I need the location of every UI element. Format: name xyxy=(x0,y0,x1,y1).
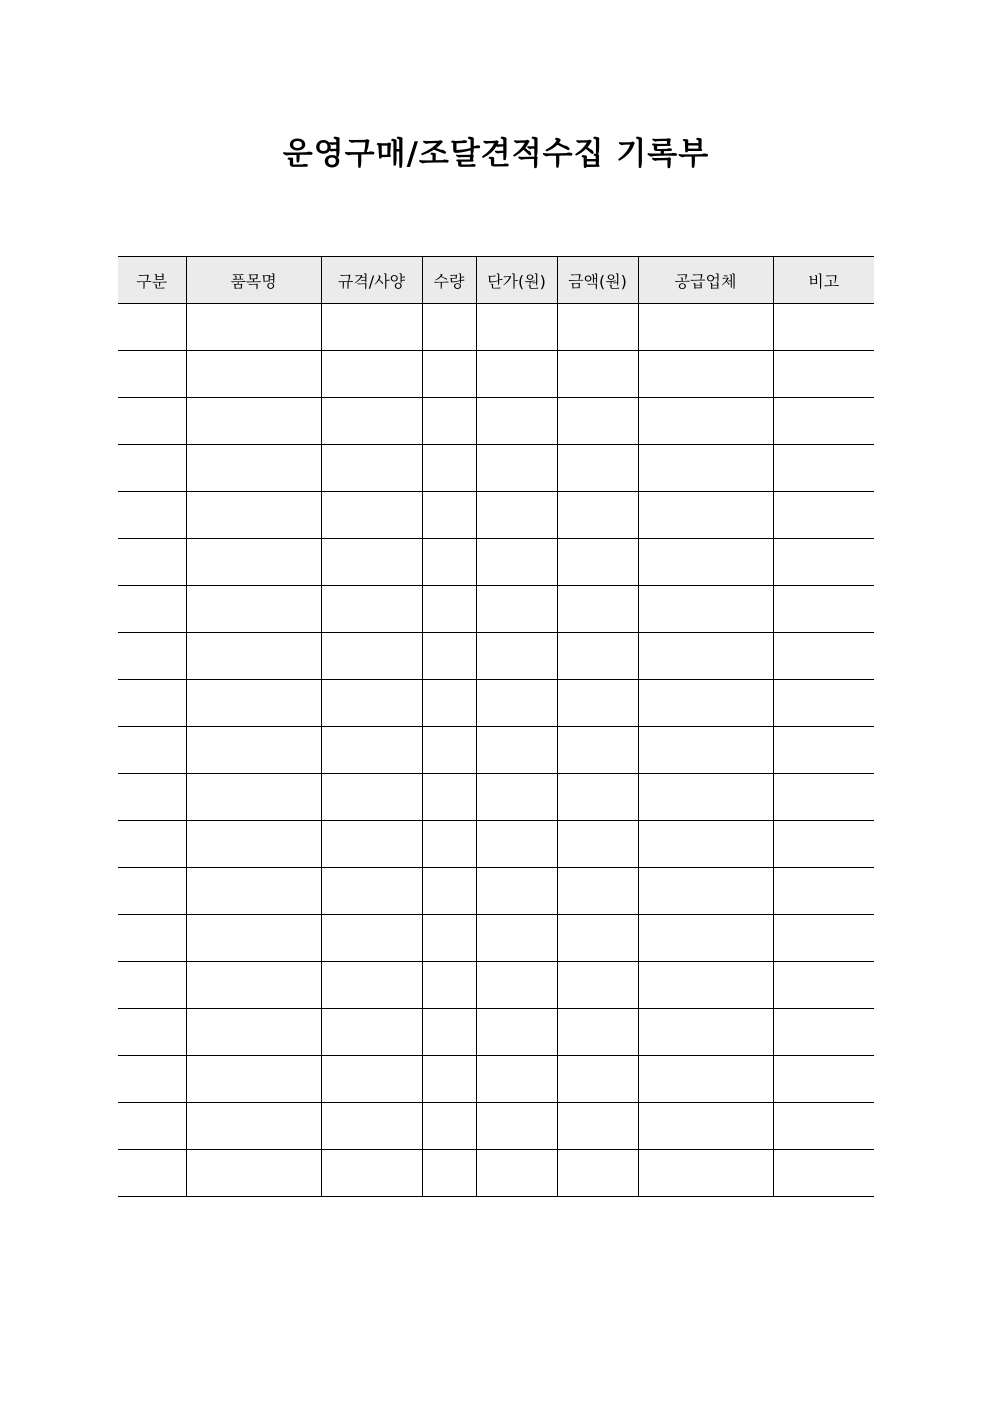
table-cell[interactable] xyxy=(422,727,476,774)
table-cell[interactable] xyxy=(638,680,773,727)
table-cell[interactable] xyxy=(476,774,557,821)
table-cell[interactable] xyxy=(557,304,638,351)
table-row xyxy=(118,774,874,821)
table-cell[interactable] xyxy=(557,539,638,586)
table-cell[interactable] xyxy=(118,304,186,351)
table-cell[interactable] xyxy=(186,351,321,398)
table-row xyxy=(118,868,874,915)
table-header-row xyxy=(118,257,874,304)
table-cell[interactable] xyxy=(422,586,476,633)
table-cell[interactable] xyxy=(638,492,773,539)
table-cell[interactable] xyxy=(118,962,186,1009)
table-cell[interactable] xyxy=(773,680,874,727)
table-row xyxy=(118,586,874,633)
table-cell[interactable] xyxy=(557,680,638,727)
table-cell[interactable] xyxy=(557,586,638,633)
table-cell[interactable] xyxy=(638,633,773,680)
table-cell[interactable] xyxy=(773,821,874,868)
table-cell[interactable] xyxy=(321,774,422,821)
table-cell[interactable] xyxy=(422,962,476,1009)
table-cell[interactable] xyxy=(422,1009,476,1056)
table-cell[interactable] xyxy=(476,868,557,915)
table-cell[interactable] xyxy=(557,492,638,539)
table-cell[interactable] xyxy=(773,1056,874,1103)
table-cell[interactable] xyxy=(476,586,557,633)
table-cell[interactable] xyxy=(118,821,186,868)
table-cell[interactable] xyxy=(321,586,422,633)
table-cell[interactable] xyxy=(773,586,874,633)
table-cell[interactable] xyxy=(321,1150,422,1197)
table-cell[interactable] xyxy=(638,1103,773,1150)
table-cell[interactable] xyxy=(557,868,638,915)
table-cell[interactable] xyxy=(186,445,321,492)
table-cell[interactable] xyxy=(773,304,874,351)
table-cell[interactable] xyxy=(557,727,638,774)
table-cell[interactable] xyxy=(321,398,422,445)
table-row xyxy=(118,633,874,680)
table-cell[interactable] xyxy=(638,774,773,821)
table-cell[interactable] xyxy=(321,1056,422,1103)
table-cell[interactable] xyxy=(186,680,321,727)
table-body xyxy=(118,304,874,1197)
table-cell[interactable] xyxy=(638,351,773,398)
table-cell[interactable] xyxy=(186,774,321,821)
table-cell[interactable] xyxy=(118,633,186,680)
table-cell[interactable] xyxy=(557,774,638,821)
table-cell[interactable] xyxy=(118,539,186,586)
table-cell[interactable] xyxy=(476,1103,557,1150)
table-cell[interactable] xyxy=(773,727,874,774)
table-cell[interactable] xyxy=(321,539,422,586)
table-cell[interactable] xyxy=(118,1056,186,1103)
table-cell[interactable] xyxy=(773,539,874,586)
table-row xyxy=(118,539,874,586)
table-cell[interactable] xyxy=(638,962,773,1009)
table-cell[interactable] xyxy=(186,633,321,680)
table-cell[interactable] xyxy=(321,445,422,492)
table-cell[interactable] xyxy=(186,398,321,445)
table-cell[interactable] xyxy=(186,492,321,539)
table-cell[interactable] xyxy=(118,1009,186,1056)
table-cell[interactable] xyxy=(422,1150,476,1197)
table-cell[interactable] xyxy=(186,1009,321,1056)
table-cell[interactable] xyxy=(638,304,773,351)
table-row xyxy=(118,1056,874,1103)
table-cell[interactable] xyxy=(422,1056,476,1103)
table-cell[interactable] xyxy=(186,304,321,351)
table-cell[interactable] xyxy=(476,633,557,680)
table-cell[interactable] xyxy=(638,821,773,868)
table-cell[interactable] xyxy=(476,1150,557,1197)
table-cell[interactable] xyxy=(638,398,773,445)
table-cell[interactable] xyxy=(476,915,557,962)
table-row xyxy=(118,1150,874,1197)
table-row xyxy=(118,492,874,539)
table-cell[interactable] xyxy=(118,1150,186,1197)
table-cell[interactable] xyxy=(186,539,321,586)
table-cell[interactable] xyxy=(321,1009,422,1056)
table-cell[interactable] xyxy=(773,1009,874,1056)
table-cell[interactable] xyxy=(773,633,874,680)
table-cell[interactable] xyxy=(321,868,422,915)
quote-record-table xyxy=(118,256,874,1197)
table-cell[interactable] xyxy=(476,821,557,868)
table-cell[interactable] xyxy=(422,821,476,868)
table-cell[interactable] xyxy=(321,915,422,962)
table-cell[interactable] xyxy=(118,1103,186,1150)
table-cell[interactable] xyxy=(422,398,476,445)
table-cell[interactable] xyxy=(118,351,186,398)
table-row xyxy=(118,915,874,962)
table-cell[interactable] xyxy=(321,680,422,727)
column-header-supplier: 공급업체 xyxy=(638,257,773,304)
table-cell[interactable] xyxy=(186,915,321,962)
table-row xyxy=(118,398,874,445)
table-cell[interactable] xyxy=(638,445,773,492)
table-cell[interactable] xyxy=(118,492,186,539)
table-cell[interactable] xyxy=(118,915,186,962)
table-cell[interactable] xyxy=(118,680,186,727)
table-cell[interactable] xyxy=(476,398,557,445)
table-cell[interactable] xyxy=(422,915,476,962)
table-cell[interactable] xyxy=(321,962,422,1009)
table-cell[interactable] xyxy=(321,727,422,774)
table-cell[interactable] xyxy=(773,915,874,962)
table-cell[interactable] xyxy=(321,351,422,398)
table-row xyxy=(118,1103,874,1150)
table-cell[interactable] xyxy=(476,492,557,539)
table-cell[interactable] xyxy=(476,351,557,398)
table-cell[interactable] xyxy=(118,727,186,774)
table-cell[interactable] xyxy=(321,1103,422,1150)
table-cell[interactable] xyxy=(773,774,874,821)
table-cell[interactable] xyxy=(476,680,557,727)
table-cell[interactable] xyxy=(638,915,773,962)
table-cell[interactable] xyxy=(422,868,476,915)
table-row xyxy=(118,1009,874,1056)
table-cell[interactable] xyxy=(186,1056,321,1103)
table-cell[interactable] xyxy=(422,445,476,492)
table-row xyxy=(118,351,874,398)
table-cell[interactable] xyxy=(422,539,476,586)
table-cell[interactable] xyxy=(422,1103,476,1150)
table-cell[interactable] xyxy=(638,1009,773,1056)
table-row xyxy=(118,304,874,351)
table-cell[interactable] xyxy=(557,1056,638,1103)
table-cell[interactable] xyxy=(186,821,321,868)
table-cell[interactable] xyxy=(118,586,186,633)
table-cell[interactable] xyxy=(773,1103,874,1150)
table-cell[interactable] xyxy=(638,586,773,633)
table-cell[interactable] xyxy=(557,1150,638,1197)
column-header-amount: 금액(원) xyxy=(557,257,638,304)
table-cell[interactable] xyxy=(321,492,422,539)
table-cell[interactable] xyxy=(557,633,638,680)
table-cell[interactable] xyxy=(476,962,557,1009)
table-cell[interactable] xyxy=(422,633,476,680)
table-cell[interactable] xyxy=(186,1103,321,1150)
table-cell[interactable] xyxy=(638,539,773,586)
table-cell[interactable] xyxy=(773,351,874,398)
table-cell[interactable] xyxy=(773,445,874,492)
table-cell[interactable] xyxy=(186,727,321,774)
table-cell[interactable] xyxy=(186,586,321,633)
table-cell[interactable] xyxy=(476,304,557,351)
table-cell[interactable] xyxy=(638,868,773,915)
table-cell[interactable] xyxy=(557,398,638,445)
table-cell[interactable] xyxy=(773,1150,874,1197)
table-cell[interactable] xyxy=(422,680,476,727)
table-cell[interactable] xyxy=(476,1009,557,1056)
table-cell[interactable] xyxy=(118,445,186,492)
table-cell[interactable] xyxy=(321,821,422,868)
table-cell[interactable] xyxy=(186,962,321,1009)
table-cell[interactable] xyxy=(557,1009,638,1056)
table-cell[interactable] xyxy=(476,445,557,492)
table-cell[interactable] xyxy=(118,868,186,915)
table-cell[interactable] xyxy=(118,774,186,821)
column-header-quantity: 수량 xyxy=(422,257,476,304)
column-header-remarks: 비고 xyxy=(773,257,874,304)
table-cell[interactable] xyxy=(321,304,422,351)
column-header-item-name: 품목명 xyxy=(186,257,321,304)
table-cell[interactable] xyxy=(422,492,476,539)
table-cell[interactable] xyxy=(118,398,186,445)
table-cell[interactable] xyxy=(773,962,874,1009)
table-row xyxy=(118,727,874,774)
column-header-category: 구분 xyxy=(118,257,186,304)
table-cell[interactable] xyxy=(557,915,638,962)
table-cell[interactable] xyxy=(422,774,476,821)
table-cell[interactable] xyxy=(638,1056,773,1103)
table-row xyxy=(118,821,874,868)
table-cell[interactable] xyxy=(638,1150,773,1197)
table-cell[interactable] xyxy=(773,398,874,445)
table-row xyxy=(118,962,874,1009)
table-cell[interactable] xyxy=(557,445,638,492)
table-cell[interactable] xyxy=(557,962,638,1009)
table-cell[interactable] xyxy=(476,727,557,774)
table-row xyxy=(118,680,874,727)
table-cell[interactable] xyxy=(422,304,476,351)
table-cell[interactable] xyxy=(422,351,476,398)
column-header-unit-price: 단가(원) xyxy=(476,257,557,304)
table-cell[interactable] xyxy=(557,821,638,868)
table-cell[interactable] xyxy=(321,633,422,680)
table-cell[interactable] xyxy=(773,492,874,539)
document-title: 운영구매/조달견적수집 기록부 xyxy=(282,136,710,172)
table-cell[interactable] xyxy=(186,1150,321,1197)
table-cell[interactable] xyxy=(476,539,557,586)
column-header-specification: 규격/사양 xyxy=(321,257,422,304)
table-cell[interactable] xyxy=(186,868,321,915)
table-cell[interactable] xyxy=(773,868,874,915)
table-cell[interactable] xyxy=(476,1056,557,1103)
table-cell[interactable] xyxy=(557,1103,638,1150)
table-cell[interactable] xyxy=(638,727,773,774)
table-row xyxy=(118,445,874,492)
table-cell[interactable] xyxy=(557,351,638,398)
